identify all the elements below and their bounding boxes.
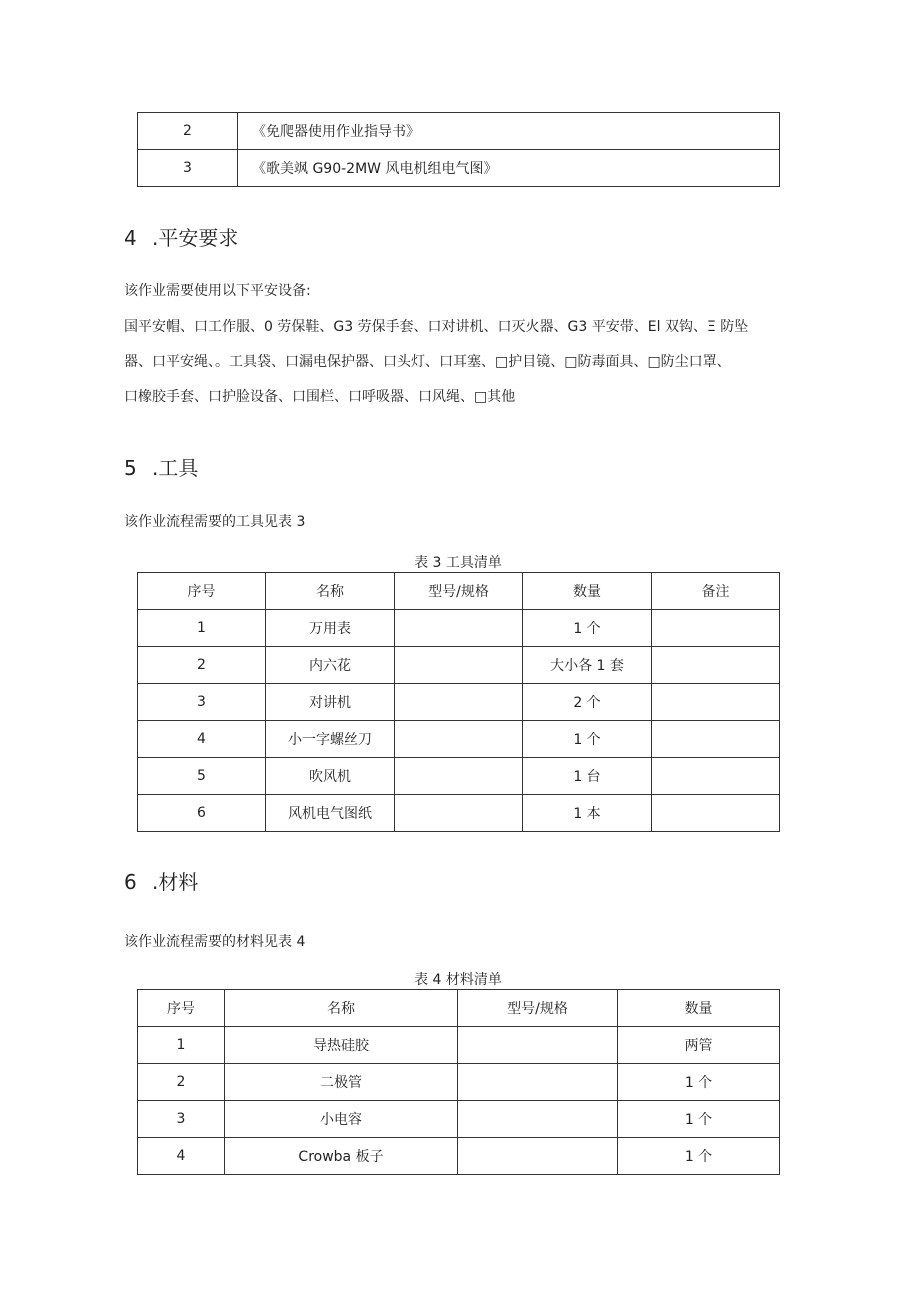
- table-cell: 1 台: [523, 758, 652, 795]
- table-cell: 对讲机: [266, 684, 395, 721]
- table-cell: [652, 721, 780, 758]
- table-row: [138, 758, 780, 795]
- table-cell: [395, 647, 523, 684]
- table-row: [138, 795, 780, 832]
- table-cell: [652, 684, 780, 721]
- table-cell: 6: [138, 795, 266, 832]
- table-cell: 3: [138, 1101, 225, 1138]
- column-header: 序号: [138, 573, 266, 610]
- table-cell: [458, 1064, 618, 1101]
- safety-equipment-line: 口橡胶手套、口护脸设备、口围栏、口呼吸器、口风绳、□其他: [124, 389, 516, 405]
- table-cell: 1 个: [523, 721, 652, 758]
- materials-table: [137, 989, 780, 1175]
- table-row: [138, 684, 780, 721]
- table-row: [138, 150, 780, 187]
- table-cell: 两管: [618, 1027, 780, 1064]
- table-cell: 1: [138, 1027, 225, 1064]
- section-5-heading: [124, 452, 198, 481]
- tools-table: [137, 572, 780, 832]
- section-number: 4: [124, 226, 137, 250]
- table-header-row: [138, 573, 780, 610]
- table-cell: 3: [138, 684, 266, 721]
- table-cell: 2: [138, 1064, 225, 1101]
- table-cell: 1: [138, 610, 266, 647]
- safety-equipment-line: 器、口平安绳、。工具袋、口漏电保护器、口头灯、口耳塞、□护目镜、□防毒面具、□防尘口罩、: [124, 354, 731, 370]
- table-cell: 二极管: [225, 1064, 458, 1101]
- table-cell: 1 个: [618, 1138, 780, 1175]
- section-6-heading: [124, 866, 198, 895]
- table-cell: [458, 1027, 618, 1064]
- ref-number: 3: [138, 150, 238, 187]
- ref-document-title: 《歌美飒 G90-2MW 风电机组电气图》: [238, 150, 780, 187]
- column-header: 名称: [225, 990, 458, 1027]
- table-cell: [395, 610, 523, 647]
- table-cell: 风机电气图纸: [266, 795, 395, 832]
- section-6-intro: 该作业流程需要的材料见表 4: [124, 934, 306, 950]
- column-header: 数量: [523, 573, 652, 610]
- section-number: 6: [124, 870, 137, 894]
- table-row: [138, 721, 780, 758]
- table-cell: 小电容: [225, 1101, 458, 1138]
- column-header: 序号: [138, 990, 225, 1027]
- table-3-caption: 表 3 工具清单: [414, 555, 502, 571]
- table-cell: 1 个: [618, 1101, 780, 1138]
- section-4-intro: 该作业需要使用以下平安设备:: [124, 283, 311, 299]
- ref-document-title: 《免爬器使用作业指导书》: [238, 113, 780, 150]
- table-cell: 吹风机: [266, 758, 395, 795]
- table-header-row: [138, 990, 780, 1027]
- column-header: 名称: [266, 573, 395, 610]
- column-header: 型号/规格: [458, 990, 618, 1027]
- table-cell: 1 个: [618, 1064, 780, 1101]
- table-cell: [652, 610, 780, 647]
- table-row: [138, 1138, 780, 1175]
- table-row: [138, 1064, 780, 1101]
- ref-number: 2: [138, 113, 238, 150]
- table-row: [138, 647, 780, 684]
- references-table: [137, 112, 780, 187]
- column-header: 数量: [618, 990, 780, 1027]
- table-cell: 导热硅胶: [225, 1027, 458, 1064]
- table-cell: 5: [138, 758, 266, 795]
- table-cell: 1 本: [523, 795, 652, 832]
- table-cell: 小一字螺丝刀: [266, 721, 395, 758]
- table-cell: [652, 795, 780, 832]
- table-cell: Crowba 板子: [225, 1138, 458, 1175]
- table-cell: [458, 1101, 618, 1138]
- section-title: .平安要求: [152, 226, 239, 250]
- table-cell: [395, 758, 523, 795]
- table-cell: 1 个: [523, 610, 652, 647]
- table-row: [138, 1027, 780, 1064]
- section-4-heading: [124, 222, 238, 251]
- table-cell: 2: [138, 647, 266, 684]
- section-5-intro: 该作业流程需要的工具见表 3: [124, 514, 306, 530]
- table-cell: [458, 1138, 618, 1175]
- table-cell: 4: [138, 721, 266, 758]
- safety-equipment-line: 国平安帽、口工作服、0 劳保鞋、G3 劳保手套、口对讲机、口灭火器、G3 平安带、El 双钩、Ξ 防坠: [124, 319, 749, 335]
- table-cell: [652, 758, 780, 795]
- table-cell: [395, 795, 523, 832]
- table-cell: [652, 647, 780, 684]
- table-cell: 大小各 1 套: [523, 647, 652, 684]
- table-row: [138, 610, 780, 647]
- table-row: [138, 113, 780, 150]
- table-cell: [395, 721, 523, 758]
- table-4-caption: 表 4 材料清单: [414, 972, 502, 988]
- column-header: 备注: [652, 573, 780, 610]
- section-number: 5: [124, 456, 137, 480]
- table-cell: 万用表: [266, 610, 395, 647]
- table-cell: 内六花: [266, 647, 395, 684]
- table-cell: 4: [138, 1138, 225, 1175]
- table-cell: [395, 684, 523, 721]
- section-title: .材料: [152, 870, 199, 894]
- table-cell: 2 个: [523, 684, 652, 721]
- table-row: [138, 1101, 780, 1138]
- section-title: .工具: [152, 456, 199, 480]
- column-header: 型号/规格: [395, 573, 523, 610]
